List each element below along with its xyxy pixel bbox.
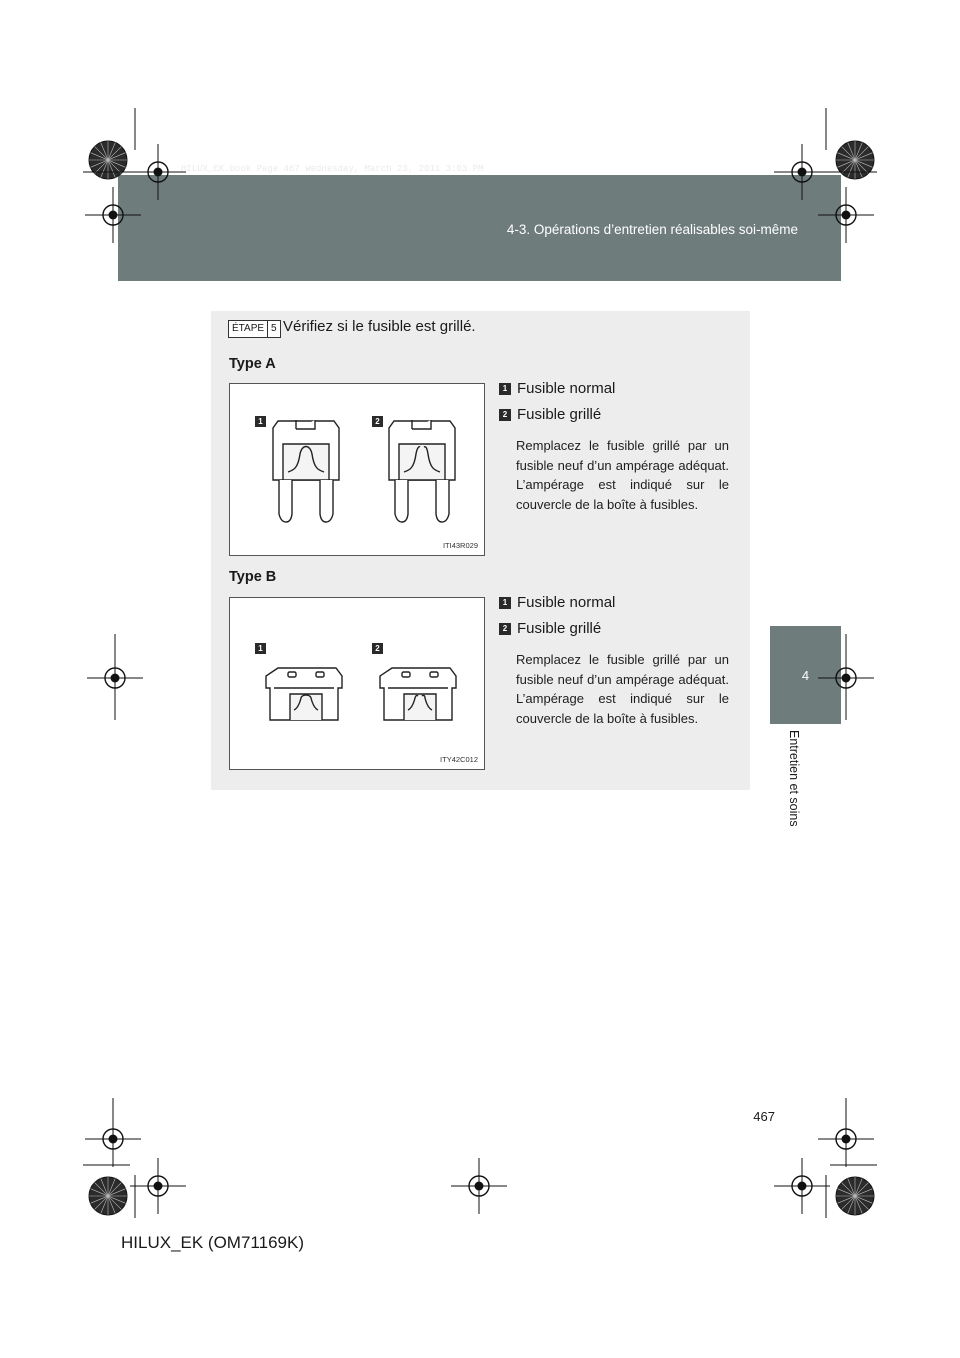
type-a-title: Type A	[229, 356, 276, 372]
page-number: 467	[753, 1109, 775, 1124]
step-badge-number: 5	[267, 321, 280, 337]
print-stamp: HILUX_EK.book Page 467 Wednesday, March 23, 2011 3:03 PM	[181, 164, 484, 174]
item-marker: 2	[499, 623, 511, 635]
type-b-description: Remplacez le fusible grillé par un fusible neuf d’un ampérage adéquat. L’ampérage est indiqué sur le couvercle de la boîte à fusibles.	[516, 652, 729, 726]
type-a-description: Remplacez le fusible grillé par un fusible neuf d’un ampérage adéquat. L’ampérage est indiqué sur le couvercle de la boîte à fusibles.	[516, 438, 729, 512]
item-label: Fusible normal	[517, 594, 616, 611]
figure-marker-2: 2	[372, 643, 383, 654]
section-title: 4-3. Opérations d’entretien réalisables soi-même	[506, 222, 798, 237]
step-instruction: Vérifiez si le fusible est grillé.	[283, 318, 476, 335]
chapter-number: 4	[801, 668, 810, 683]
figure-marker-1: 1	[255, 416, 266, 427]
item-marker: 2	[499, 409, 511, 421]
step-badge-label: ÉTAPE	[232, 323, 265, 334]
item-label: Fusible grillé	[517, 406, 602, 423]
item-marker: 1	[499, 597, 511, 609]
item-marker: 1	[499, 383, 511, 395]
chapter-label: Entretien et soins	[787, 730, 801, 827]
footer-model: HILUX_EK (OM71169K)	[121, 1233, 304, 1252]
figure-code: ITY42C012	[440, 755, 478, 764]
figure-code: ITI43R029	[442, 541, 478, 550]
item-label: Fusible grillé	[517, 620, 602, 637]
figure-marker-1: 1	[255, 643, 266, 654]
item-label: Fusible normal	[517, 380, 616, 397]
type-b-title: Type B	[229, 569, 277, 585]
figure-marker-2: 2	[372, 416, 383, 427]
